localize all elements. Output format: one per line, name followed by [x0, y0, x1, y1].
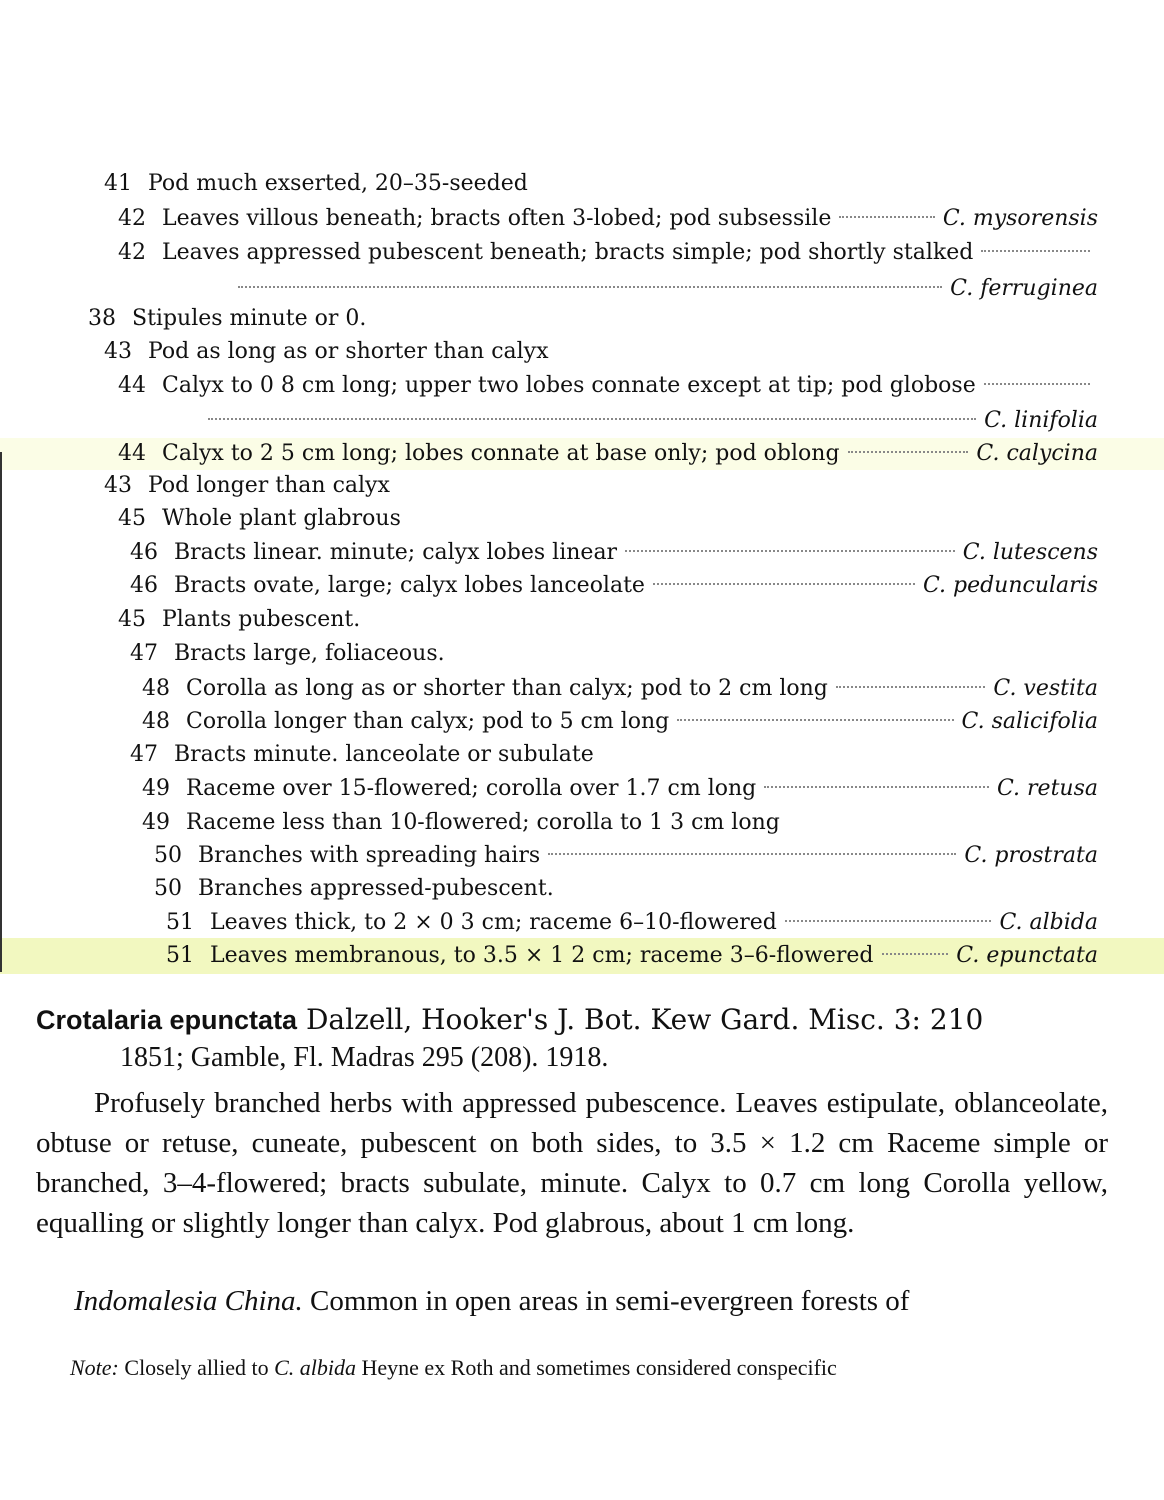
left-rule: [0, 452, 2, 972]
distribution-region: Indomalesia China.: [74, 1285, 303, 1317]
key-line: 48 Corolla as long as or shorter than calyx; pod to 2 cm long C. vestita: [142, 676, 1098, 701]
note: Note: Closely allied to C. albida Heyne ex Roth and sometimes considered conspecific: [70, 1355, 837, 1380]
key-line: 48 Corolla longer than calyx; pod to 5 cm long C. salicifolia: [142, 709, 1098, 734]
leader-dots: [238, 286, 942, 288]
leader-dots: [677, 719, 953, 721]
key-line: 51 Leaves membranous, to 3.5 × 1 2 cm; raceme 3–6-flowered C. epunctata: [166, 943, 1098, 968]
key-line: 46 Bracts linear. minute; calyx lobes linear C. lutescens: [130, 540, 1098, 565]
citation: Dalzell, Hooker's J. Bot. Kew Gard. Misc. 3: 210: [305, 1003, 984, 1036]
note-species: C. albida: [274, 1355, 356, 1380]
key-line: 47 Bracts large, foliaceous.: [130, 641, 445, 666]
leader-dots: [785, 920, 992, 922]
key-line: 49 Raceme less than 10-flowered; corolla to 1 3 cm long: [142, 810, 780, 835]
leader-dots: [625, 550, 955, 552]
key-line: 42 Leaves villous beneath; bracts often 3-lobed; pod subsessile C. mysorensis: [118, 206, 1098, 231]
key-line: 45 Whole plant glabrous: [118, 506, 401, 531]
key-line: 50 Branches with spreading hairs C. prostrata: [154, 843, 1098, 868]
leader-dots: [208, 418, 976, 420]
species-name: Crotalaria epunctata: [36, 1005, 298, 1035]
species-description: Profusely branched herbs with appressed pubescence. Leaves estipulate, oblanceolate, obtuse or retuse, cuneate, pubescent on both sides, to 3.5 × 1.2 cm Raceme simple or branched, 3–4-flowered; bracts subulate, minute. Calyx to 0.7 cm long Corolla yellow, equalling or slightly longer than calyx. Pod glabrous, about 1 cm long.: [36, 1087, 1108, 1239]
citation-continued: 1851; Gamble, Fl. Madras 295 (208). 1918.: [120, 1042, 609, 1073]
leader-dots: [548, 853, 956, 855]
key-line: 42 Leaves appressed pubescent beneath; bracts simple; pod shortly stalked: [118, 237, 1098, 269]
key-line: 38 Stipules minute or 0.: [88, 306, 367, 331]
note-label: Note:: [70, 1355, 119, 1380]
leader-dots: [653, 583, 915, 585]
distribution-text: Common in open areas in semi-evergreen forests of: [310, 1285, 910, 1317]
key-line: 46 Bracts ovate, large; calyx lobes lanceolate C. peduncularis: [130, 573, 1098, 598]
leader-dots: [839, 216, 934, 218]
key-line: 43 Pod longer than calyx: [104, 473, 390, 498]
distribution: [74, 1285, 909, 1318]
leader-dots: [836, 686, 986, 688]
key-line: 44 Calyx to 2 5 cm long; lobes connate at base only; pod oblong C. calycina: [118, 441, 1098, 466]
key-line: 41 Pod much exserted, 20–35-seeded: [104, 171, 528, 196]
key-line: 43 Pod as long as or shorter than calyx: [104, 339, 549, 364]
leader-dots: [764, 786, 989, 788]
key-line: C. ferruginea: [230, 273, 1098, 305]
key-line: C. linifolia: [200, 405, 1098, 437]
leader-dots: [848, 451, 969, 453]
key-line: 47 Bracts minute. lanceolate or subulate: [130, 742, 594, 767]
key-line: 51 Leaves thick, to 2 × 0 3 cm; raceme 6–10-flowered C. albida: [166, 910, 1098, 935]
key-line: 45 Plants pubescent.: [118, 607, 361, 632]
key-line: 50 Branches appressed-pubescent.: [154, 876, 554, 901]
key-line: 44 Calyx to 0 8 cm long; upper two lobes connate except at tip; pod globose: [118, 370, 1098, 402]
species-heading: [36, 1003, 983, 1036]
leader-dots: [981, 250, 1090, 252]
leader-dots: [984, 383, 1090, 385]
leader-dots: [882, 953, 949, 955]
key-line: 49 Raceme over 15-flowered; corolla over 1.7 cm long C. retusa: [142, 776, 1098, 801]
